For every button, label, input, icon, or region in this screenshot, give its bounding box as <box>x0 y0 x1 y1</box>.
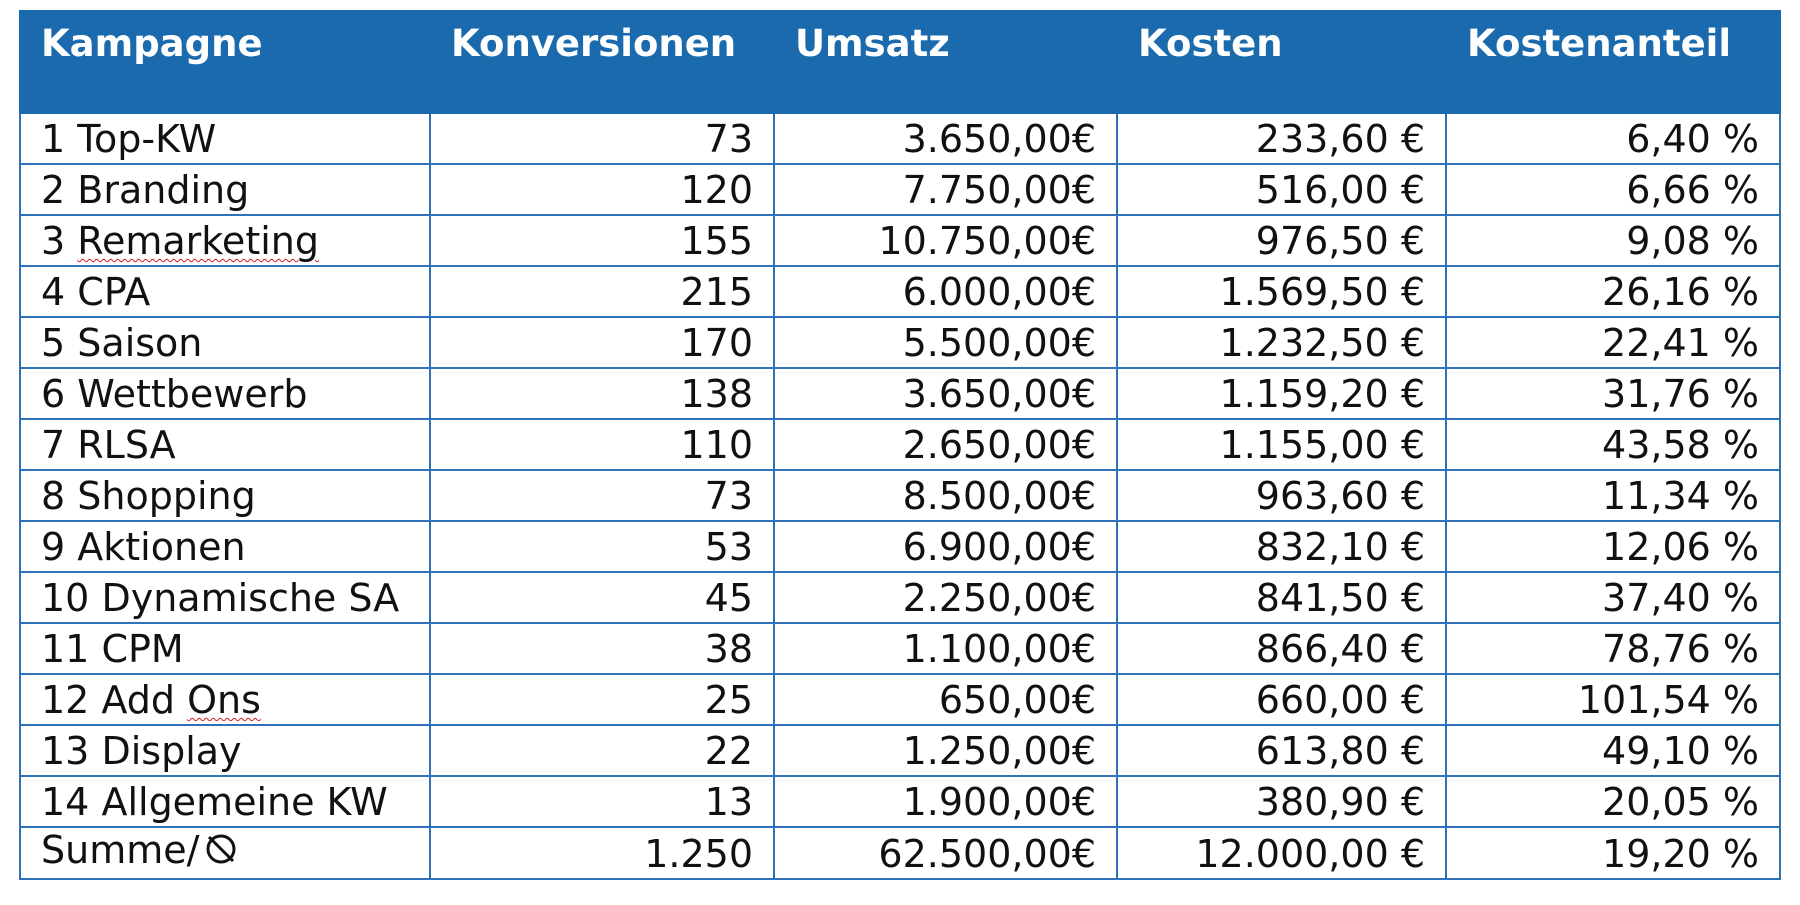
revenue-cell: 1.900,00€ <box>774 776 1117 827</box>
campaign-number: 11 <box>41 627 90 671</box>
table-row <box>20 317 1780 368</box>
costs-cell: 660,00 € <box>1117 674 1446 725</box>
table-row <box>20 572 1780 623</box>
costs-cell: 1.569,50 € <box>1117 266 1446 317</box>
campaign-number: 14 <box>41 780 90 824</box>
campaign-number: 8 <box>41 474 66 518</box>
campaign-number: 10 <box>41 576 90 620</box>
campaign-name-cell <box>20 521 430 572</box>
cost-share-cell: 37,40 % <box>1446 572 1780 623</box>
average-symbol-icon <box>203 831 239 876</box>
revenue-cell: 650,00€ <box>774 674 1117 725</box>
costs-cell: 613,80 € <box>1117 725 1446 776</box>
cost-share-cell: 26,16 % <box>1446 266 1780 317</box>
campaign-name: Allgemeine KW <box>101 780 388 824</box>
campaign-name-cell <box>20 419 430 470</box>
header-kosten: Kosten <box>1117 11 1446 113</box>
revenue-cell: 10.750,00€ <box>774 215 1117 266</box>
conversions-cell: 53 <box>430 521 774 572</box>
campaign-name-spellcheck: Remarketing <box>77 219 319 263</box>
revenue-cell: 1.250,00€ <box>774 725 1117 776</box>
conversions-cell: 22 <box>430 725 774 776</box>
campaign-name: Aktionen <box>77 525 246 569</box>
total-label-cell <box>20 827 430 879</box>
cost-share-cell: 6,66 % <box>1446 164 1780 215</box>
costs-cell: 866,40 € <box>1117 623 1446 674</box>
campaign-name-cell <box>20 776 430 827</box>
campaign-number: 4 <box>41 270 66 314</box>
campaign-name: Display <box>101 729 242 773</box>
campaign-name-cell <box>20 368 430 419</box>
costs-cell: 976,50 € <box>1117 215 1446 266</box>
campaign-name: CPA <box>77 270 151 314</box>
conversions-cell: 110 <box>430 419 774 470</box>
table-row <box>20 419 1780 470</box>
revenue-cell: 6.900,00€ <box>774 521 1117 572</box>
revenue-cell: 1.100,00€ <box>774 623 1117 674</box>
campaign-name-cell <box>20 164 430 215</box>
campaign-number: 13 <box>41 729 90 773</box>
campaign-number: 5 <box>41 321 66 365</box>
table-body <box>20 113 1780 879</box>
table-row <box>20 164 1780 215</box>
cost-share-cell: 11,34 % <box>1446 470 1780 521</box>
campaign-name-cell <box>20 623 430 674</box>
revenue-cell: 2.650,00€ <box>774 419 1117 470</box>
revenue-cell: 2.250,00€ <box>774 572 1117 623</box>
campaign-table-container <box>19 10 1779 880</box>
campaign-name-cell <box>20 470 430 521</box>
campaign-number: 9 <box>41 525 66 569</box>
conversions-cell: 13 <box>430 776 774 827</box>
campaign-name-cell <box>20 674 430 725</box>
total-costs-cell: 12.000,00 € <box>1117 827 1446 879</box>
costs-cell: 963,60 € <box>1117 470 1446 521</box>
campaign-name: CPM <box>101 627 184 671</box>
conversions-cell: 170 <box>430 317 774 368</box>
cost-share-cell: 20,05 % <box>1446 776 1780 827</box>
table-row <box>20 368 1780 419</box>
campaign-number: 6 <box>41 372 66 416</box>
campaign-number: 2 <box>41 168 66 212</box>
campaign-name: RLSA <box>77 423 176 467</box>
header-kampagne: Kampagne <box>20 11 430 113</box>
costs-cell: 1.232,50 € <box>1117 317 1446 368</box>
table-header <box>20 11 1780 113</box>
revenue-cell: 7.750,00€ <box>774 164 1117 215</box>
conversions-cell: 120 <box>430 164 774 215</box>
conversions-cell: 73 <box>430 470 774 521</box>
conversions-cell: 215 <box>430 266 774 317</box>
cost-share-cell: 31,76 % <box>1446 368 1780 419</box>
table-row <box>20 470 1780 521</box>
header-konversionen: Konversionen <box>430 11 774 113</box>
revenue-cell: 5.500,00€ <box>774 317 1117 368</box>
table-row <box>20 113 1780 164</box>
cost-share-cell: 49,10 % <box>1446 725 1780 776</box>
table-row <box>20 623 1780 674</box>
costs-cell: 841,50 € <box>1117 572 1446 623</box>
cost-share-cell: 22,41 % <box>1446 317 1780 368</box>
campaign-name: Dynamische SA <box>101 576 400 620</box>
campaign-name-cell <box>20 266 430 317</box>
campaign-name-cell <box>20 725 430 776</box>
total-cost-share-cell: 19,20 % <box>1446 827 1780 879</box>
conversions-cell: 73 <box>430 113 774 164</box>
campaign-name: Top-KW <box>77 117 217 161</box>
conversions-cell: 138 <box>430 368 774 419</box>
conversions-cell: 155 <box>430 215 774 266</box>
cost-share-cell: 43,58 % <box>1446 419 1780 470</box>
costs-cell: 1.159,20 € <box>1117 368 1446 419</box>
campaign-number: 12 Add <box>41 678 176 722</box>
revenue-cell: 6.000,00€ <box>774 266 1117 317</box>
campaign-name: Wettbewerb <box>77 372 308 416</box>
table-row <box>20 215 1780 266</box>
header-kostenanteil: Kostenanteil <box>1446 11 1780 113</box>
costs-cell: 516,00 € <box>1117 164 1446 215</box>
cost-share-cell: 101,54 % <box>1446 674 1780 725</box>
campaign-name-cell <box>20 572 430 623</box>
campaign-number: 3 <box>41 219 66 263</box>
campaign-name: Saison <box>77 321 203 365</box>
total-revenue-cell: 62.500,00€ <box>774 827 1117 879</box>
costs-cell: 1.155,00 € <box>1117 419 1446 470</box>
cost-share-cell: 12,06 % <box>1446 521 1780 572</box>
cost-share-cell: 6,40 % <box>1446 113 1780 164</box>
campaign-number: 7 <box>41 423 66 467</box>
table-row <box>20 674 1780 725</box>
total-label: Summe/ <box>41 828 200 872</box>
campaign-name-spellcheck: Ons <box>187 678 261 722</box>
cost-share-cell: 78,76 % <box>1446 623 1780 674</box>
campaign-table <box>19 10 1781 880</box>
campaign-name: Shopping <box>77 474 256 518</box>
revenue-cell: 3.650,00€ <box>774 368 1117 419</box>
costs-cell: 832,10 € <box>1117 521 1446 572</box>
header-row <box>20 11 1780 113</box>
conversions-cell: 45 <box>430 572 774 623</box>
table-row <box>20 521 1780 572</box>
campaign-number: 1 <box>41 117 66 161</box>
costs-cell: 380,90 € <box>1117 776 1446 827</box>
costs-cell: 233,60 € <box>1117 113 1446 164</box>
revenue-cell: 3.650,00€ <box>774 113 1117 164</box>
table-row <box>20 725 1780 776</box>
campaign-name-cell <box>20 113 430 164</box>
cost-share-cell: 9,08 % <box>1446 215 1780 266</box>
revenue-cell: 8.500,00€ <box>774 470 1117 521</box>
conversions-cell: 25 <box>430 674 774 725</box>
total-row <box>20 827 1780 879</box>
campaign-name-cell <box>20 215 430 266</box>
table-row <box>20 266 1780 317</box>
header-umsatz: Umsatz <box>774 11 1117 113</box>
conversions-cell: 38 <box>430 623 774 674</box>
total-conversions-cell: 1.250 <box>430 827 774 879</box>
campaign-name: Branding <box>77 168 250 212</box>
table-row <box>20 776 1780 827</box>
campaign-name-cell <box>20 317 430 368</box>
